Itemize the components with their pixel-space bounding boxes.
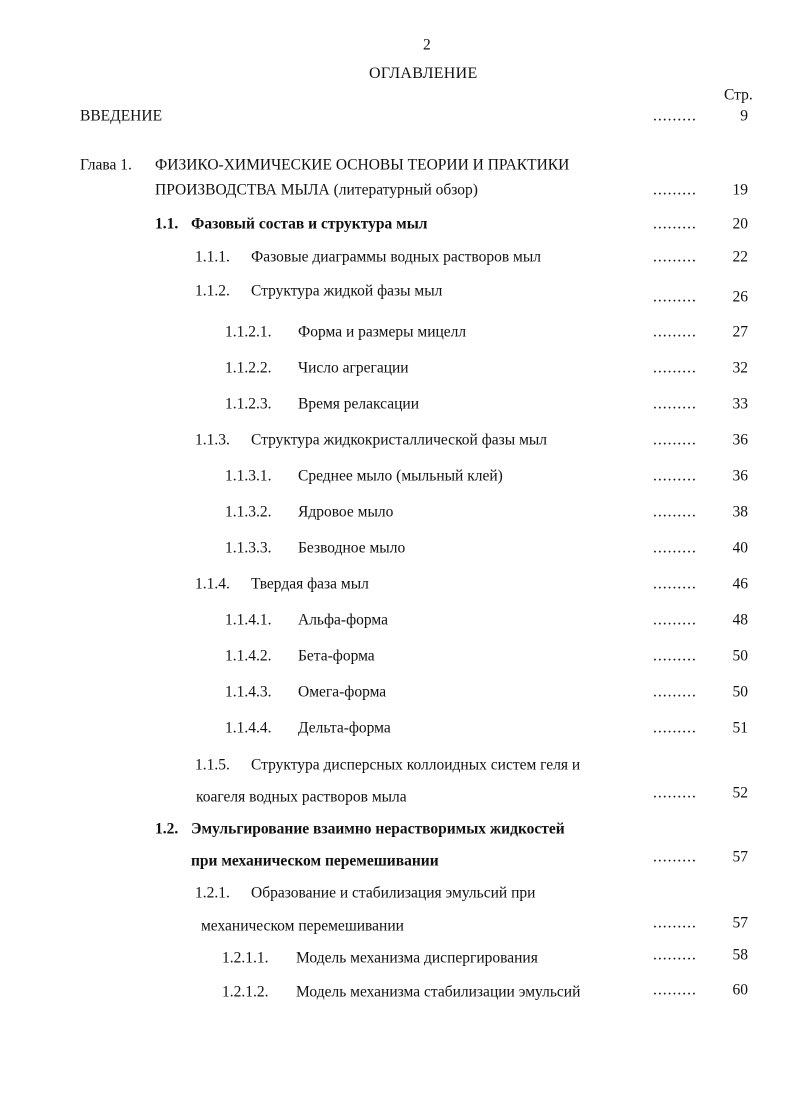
toc-leader-dots: ......... [653, 288, 697, 306]
toc-leader-dots: ......... [653, 359, 697, 377]
toc-entry-title: Структура жидкокристаллической фазы мыл [251, 431, 548, 449]
page-number: 2 [423, 36, 431, 54]
toc-entry-title-continued: коагеля водных растворов мыла [196, 788, 407, 806]
toc-leader-dots: ......... [653, 107, 697, 125]
toc-entry-page: 9 [740, 107, 748, 125]
toc-entry-title: Модель механизма стабилизации эмульсий [296, 983, 581, 1001]
toc-entry-page: 60 [732, 981, 748, 999]
toc-entry-title-continued: механическом перемешивании [201, 917, 404, 935]
toc-entry-title: ФИЗИКО-ХИМИЧЕСКИЕ ОСНОВЫ ТЕОРИИ И ПРАКТИКИ [155, 156, 570, 174]
toc-leader-dots: ......... [653, 575, 697, 593]
toc-entry-page: 50 [732, 647, 748, 665]
toc-title: ОГЛАВЛЕНИЕ [369, 65, 478, 82]
toc-entry-page: 27 [732, 323, 748, 341]
toc-entry-page: 26 [732, 288, 748, 306]
toc-entry-title: Структура дисперсных коллоидных систем геля и [251, 756, 581, 774]
toc-leader-dots: ......... [653, 431, 697, 449]
toc-leader-dots: ......... [653, 467, 697, 485]
toc-entry-title-continued: ПРОИЗВОДСТВА МЫЛА (литературный обзор) [155, 181, 478, 199]
toc-leader-dots: ......... [653, 719, 697, 737]
toc-leader-dots: ......... [653, 539, 697, 557]
toc-entry-page: 36 [732, 467, 748, 485]
toc-entry-number: 1.2.1.1. [222, 949, 269, 967]
toc-leader-dots: ......... [653, 848, 697, 866]
toc-entry-page: 22 [732, 248, 748, 266]
toc-entry-title: Образование и стабилизация эмульсий при [251, 884, 536, 902]
toc-leader-dots: ......... [653, 981, 697, 999]
toc-entry-number: 1.1.2. [195, 282, 230, 300]
toc-entry-page: 50 [732, 683, 748, 701]
toc-leader-dots: ......... [653, 946, 697, 964]
toc-entry-page: 46 [732, 575, 748, 593]
toc-leader-dots: ......... [653, 784, 697, 802]
toc-entry-number: 1.1.4. [195, 575, 230, 593]
toc-entry-number: 1.1.2.3. [225, 395, 272, 413]
toc-entry-number: 1.1.5. [195, 756, 230, 774]
toc-entry-title: Альфа-форма [298, 611, 388, 629]
toc-entry-number: 1.1.3. [195, 431, 230, 449]
toc-entry-page: 48 [732, 611, 748, 629]
toc-leader-dots: ......... [653, 395, 697, 413]
toc-entry-page: 19 [732, 181, 748, 199]
toc-entry-page: 57 [732, 848, 748, 866]
toc-entry-number: 1.1.1. [195, 248, 230, 266]
toc-entry-number: Глава 1. [80, 156, 132, 174]
toc-entry-title-continued: при механическом перемешивании [191, 852, 439, 870]
toc-entry-number: 1.1.2.1. [225, 323, 272, 341]
toc-entry-title: Фазовый состав и структура мыл [191, 215, 428, 233]
toc-entry-number: 1.2.1.2. [222, 983, 269, 1001]
toc-entry-page: 20 [732, 215, 748, 233]
toc-entry-title: Эмульгирование взаимно нерастворимых жидкостей [191, 820, 565, 838]
toc-entry-title: Среднее мыло (мыльный клей) [298, 467, 503, 485]
toc-leader-dots: ......... [653, 215, 697, 233]
toc-leader-dots: ......... [653, 248, 697, 266]
toc-entry-page: 51 [732, 719, 748, 737]
toc-entry-title: Ядровое мыло [298, 503, 394, 521]
toc-entry-number: 1.1.4.1. [225, 611, 272, 629]
toc-leader-dots: ......... [653, 323, 697, 341]
toc-entry-number: 1.2.1. [195, 884, 230, 902]
toc-entry-number: 1.1.3.1. [225, 467, 272, 485]
toc-entry-title: ВВЕДЕНИЕ [80, 107, 163, 125]
toc-entry-title: Время релаксации [298, 395, 420, 413]
toc-entry-title: Безводное мыло [298, 539, 406, 557]
toc-entry-number: 1.1.2.2. [225, 359, 272, 377]
toc-entry-page: 40 [732, 539, 748, 557]
toc-entry-number: 1.1. [155, 215, 179, 233]
toc-entry-page: 32 [732, 359, 748, 377]
toc-entry-title: Твердая фаза мыл [251, 575, 369, 593]
toc-entry-number: 1.1.4.2. [225, 647, 272, 665]
toc-leader-dots: ......... [653, 503, 697, 521]
toc-entry-page: 52 [732, 784, 748, 802]
page-column-header: Стр. [724, 86, 753, 104]
toc-entry-title: Число агрегации [298, 359, 409, 377]
toc-entry-title: Бета-форма [298, 647, 375, 665]
toc-entry-number: 1.1.3.3. [225, 539, 272, 557]
toc-leader-dots: ......... [653, 683, 697, 701]
toc-entry-page: 57 [732, 914, 748, 932]
toc-entry-number: 1.1.4.3. [225, 683, 272, 701]
toc-entry-title: Форма и размеры мицелл [298, 323, 467, 341]
toc-entry-title: Дельта-форма [298, 719, 391, 737]
toc-entry-number: 1.2. [155, 820, 179, 838]
toc-entry-page: 38 [732, 503, 748, 521]
toc-entry-number: 1.1.4.4. [225, 719, 272, 737]
toc-entry-title: Фазовые диаграммы водных растворов мыл [251, 248, 541, 266]
toc-entry-number: 1.1.3.2. [225, 503, 272, 521]
toc-leader-dots: ......... [653, 647, 697, 665]
toc-entry-title: Модель механизма диспергирования [296, 949, 538, 967]
toc-entry-title: Структура жидкой фазы мыл [251, 282, 443, 300]
toc-leader-dots: ......... [653, 914, 697, 932]
toc-leader-dots: ......... [653, 181, 697, 199]
toc-entry-page: 58 [732, 946, 748, 964]
toc-leader-dots: ......... [653, 611, 697, 629]
toc-entry-page: 36 [732, 431, 748, 449]
toc-entry-page: 33 [732, 395, 748, 413]
toc-entry-title: Омега-форма [298, 683, 387, 701]
